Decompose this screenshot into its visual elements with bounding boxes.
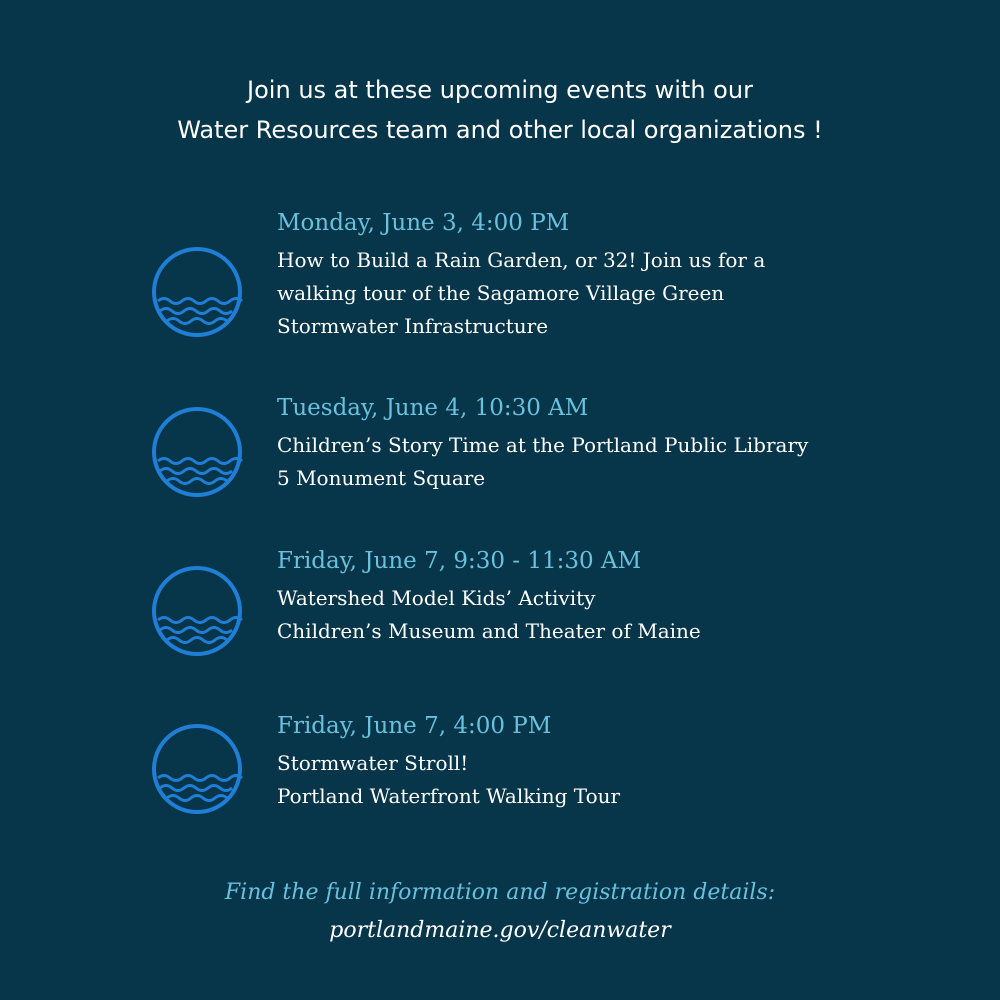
event-description (277, 244, 917, 343)
event-text (277, 546, 917, 648)
event-description-line: 5 Monument Square (277, 466, 486, 490)
registration-prompt: Find the full information and registration details: (224, 880, 776, 905)
event-description-line: Portland Waterfront Walking Tour (277, 784, 621, 808)
event-text (277, 208, 917, 343)
event-description (277, 582, 917, 648)
event-description (277, 747, 917, 813)
event-date: Friday, June 7, 4:00 PM (277, 713, 552, 739)
event-description-line: Stormwater Stroll! (277, 751, 469, 775)
heading-line-2: Water Resources team and other local organizations ! (177, 116, 823, 144)
event-description-line: How to Build a Rain Garden, or 32! Join us for a (277, 248, 766, 272)
event-description-line: Children’s Museum and Theater of Maine (277, 619, 701, 643)
flyer-footer (0, 874, 1000, 950)
event-date: Tuesday, June 4, 10:30 AM (277, 395, 589, 421)
event-description (277, 429, 917, 495)
event-description-line: walking tour of the Sagamore Village Green (277, 281, 725, 305)
event-date: Monday, June 3, 4:00 PM (277, 210, 570, 236)
registration-link[interactable]: portlandmaine.gov/cleanwater (329, 918, 671, 943)
water-wave-circle-icon (150, 564, 244, 658)
event-description-line: Children’s Story Time at the Portland Public Library (277, 433, 809, 457)
flyer-heading (0, 70, 1000, 150)
event-date: Friday, June 7, 9:30 - 11:30 AM (277, 548, 642, 574)
event-description-line: Watershed Model Kids’ Activity (277, 586, 596, 610)
water-wave-circle-icon (150, 245, 244, 339)
water-wave-circle-icon (150, 722, 244, 816)
event-description-line: Stormwater Infrastructure (277, 314, 549, 338)
event-text (277, 393, 917, 495)
water-wave-circle-icon (150, 405, 244, 499)
event-text (277, 711, 917, 813)
heading-line-1: Join us at these upcoming events with our (247, 76, 753, 104)
